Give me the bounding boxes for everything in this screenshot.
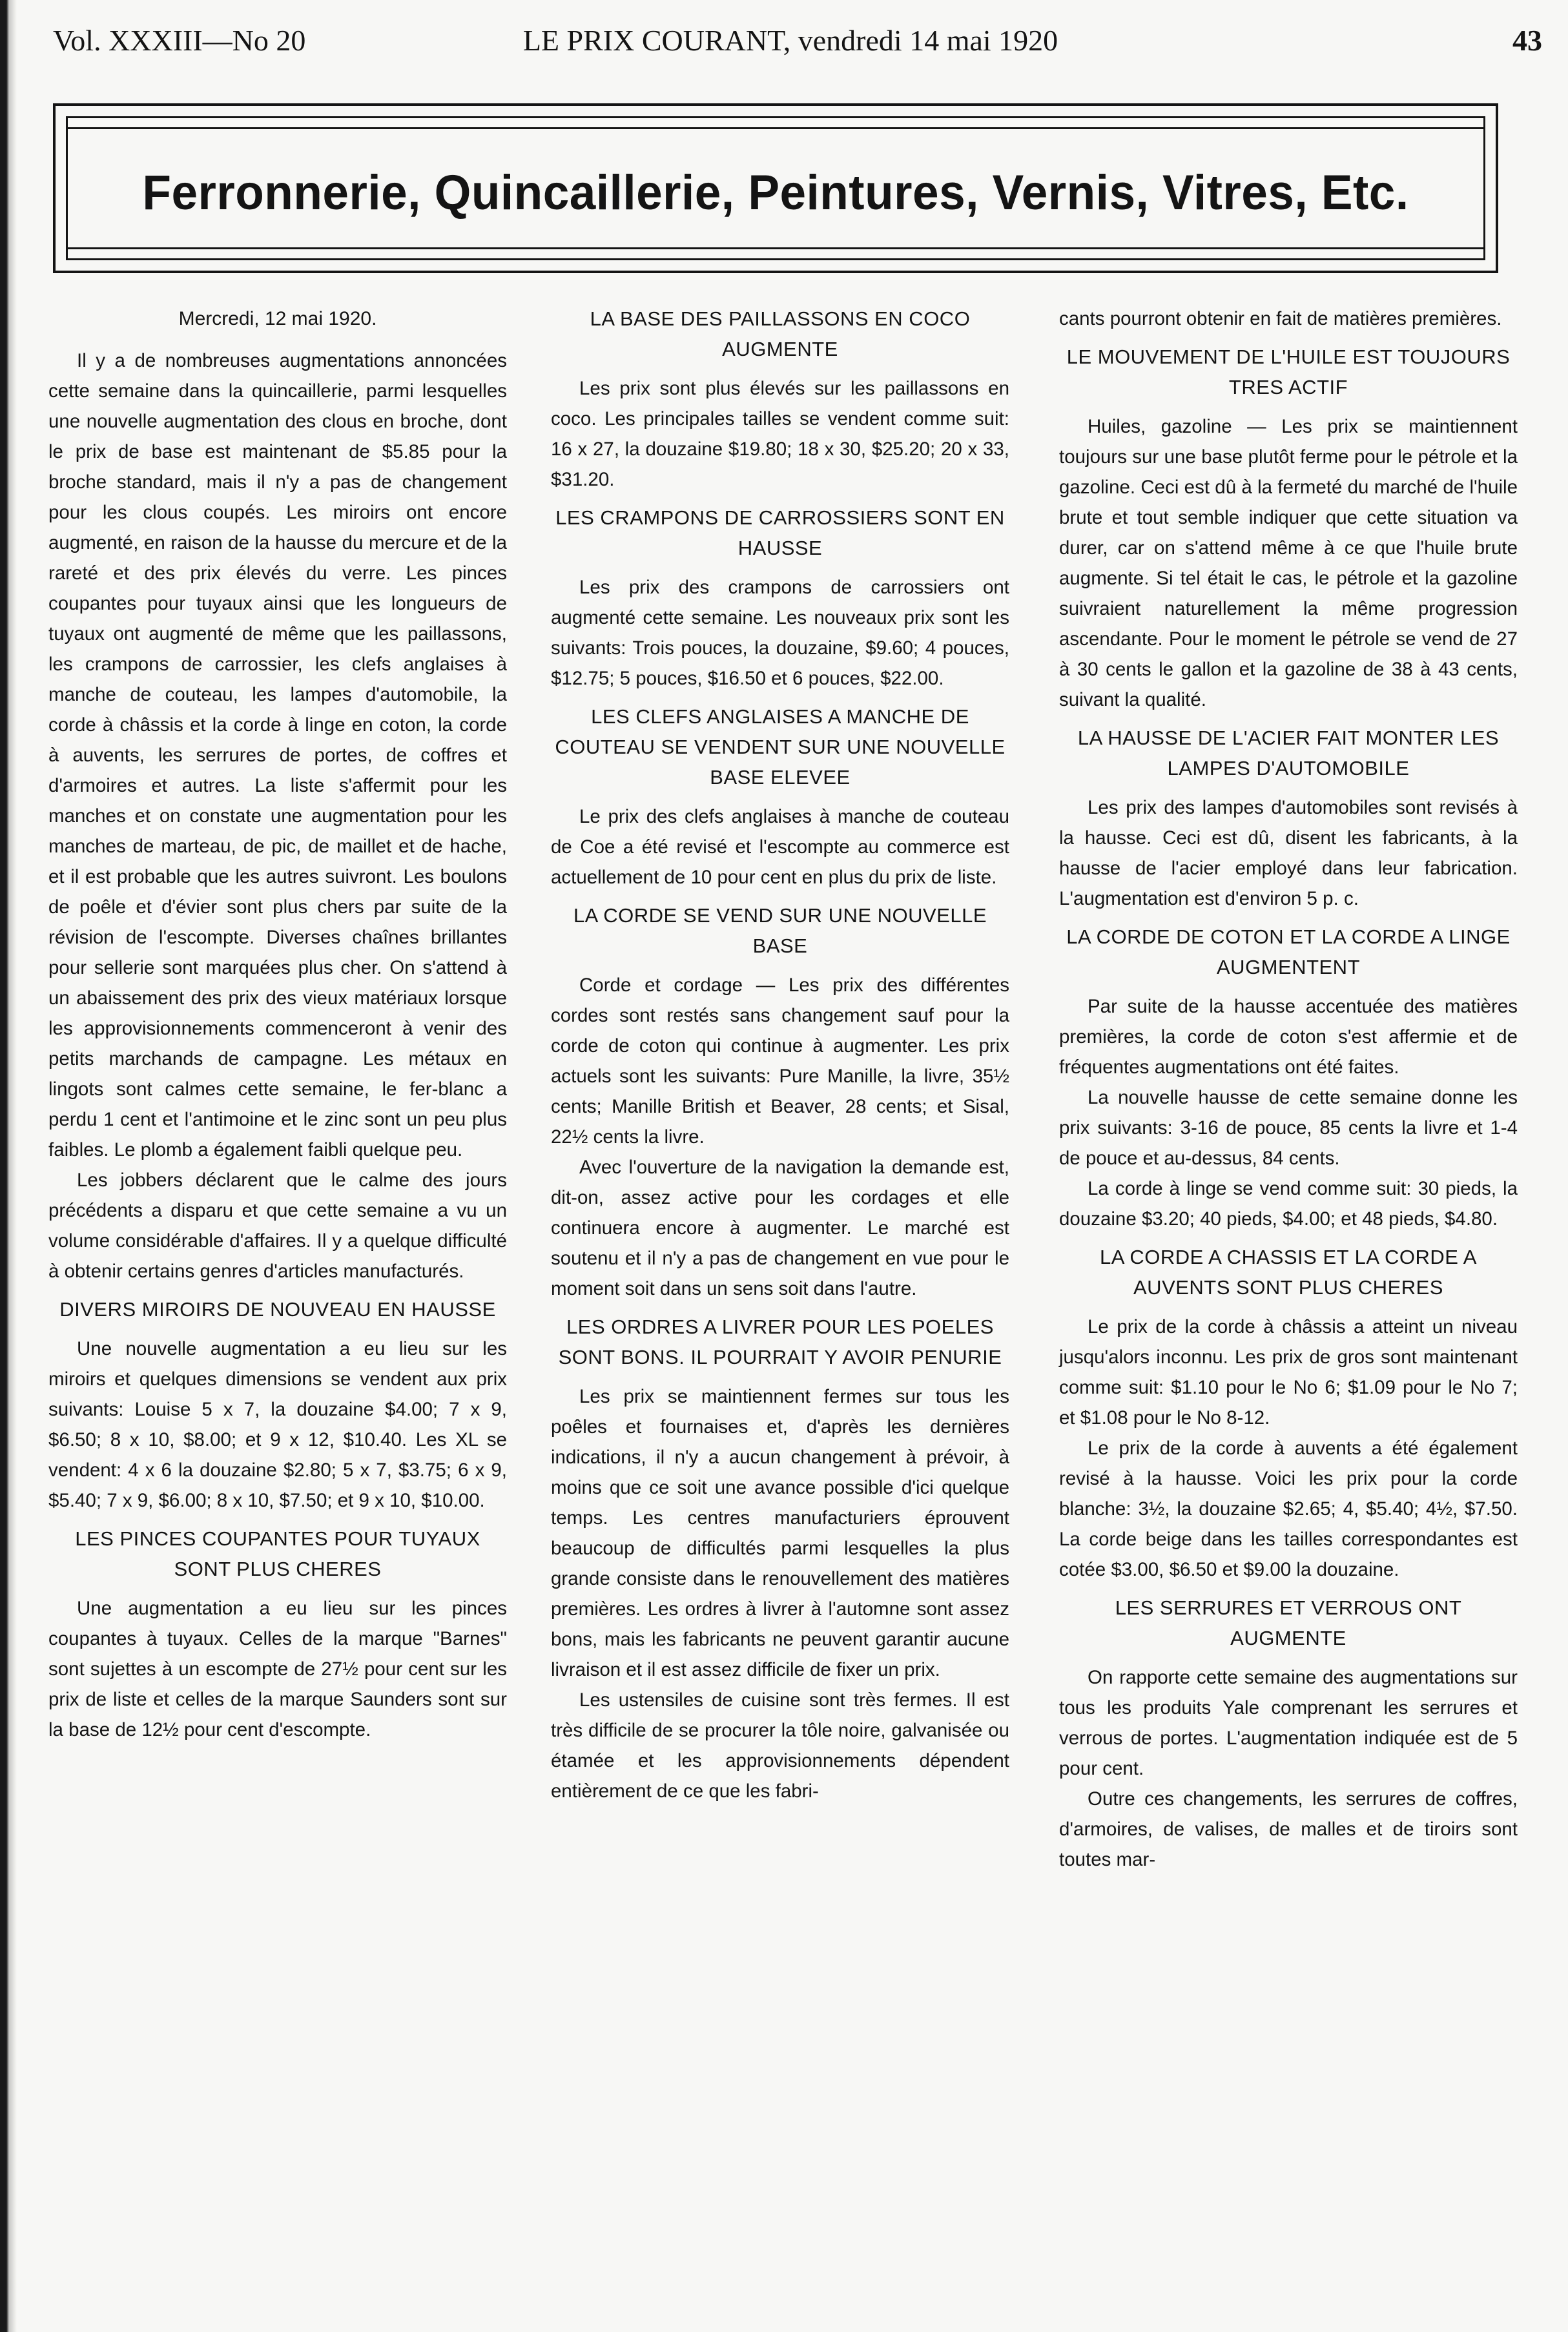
- paragraph: Outre ces changements, les serrures de coffres, d'armoires, de valises, de malles et de tiroirs sont toutes mar-: [1059, 1788, 1518, 1870]
- paragraph: Huiles, gazoline — Les prix se maintiennent toujours sur une base plutôt ferme pour le pétrole et la gazoline. Ceci est dû à la fermeté du marché de l'huile brute et tout semble indiquer que cette situation va durer, car on s'attend même à ce que l'huile brute augmente. Si tel était le cas, le pétrole et la gazoline suivraient naturellement la même progression ascendante. Pour le moment le pétrole se vend de 27 à 30 cents le gallon et la gazoline de 38 à 43 cents, suivant la qualité.: [1059, 416, 1518, 710]
- section-heading: LA CORDE DE COTON ET LA CORDE A LINGE AUGMENTENT: [1066, 925, 1511, 978]
- article-date: Mercredi, 12 mai 1920.: [178, 308, 377, 329]
- publication-title: LE PRIX COURANT, vendredi 14 mai 1920: [522, 24, 1058, 57]
- paragraph: Une augmentation a eu lieu sur les pinces coupantes à tuyaux. Celles de la marque "Barnes" sont sujettes à un escompte de 27½ pour cent sur les prix de liste et celles de la marque Saunders sont sur la base de 12½ pour cent d'escompte.: [48, 1598, 507, 1740]
- section-heading: LES PINCES COUPANTES POUR TUYAUX SONT PLUS CHERES: [75, 1527, 480, 1580]
- banner-rule: [68, 247, 1483, 249]
- paragraph: Les prix sont plus élevés sur les paillassons en coco. Les principales tailles se vendent comme suit: 16 x 27, la douzaine $19.80; 18 x 30, $25.20; 20 x 33, $31.20.: [551, 378, 1009, 490]
- section-heading: LES CRAMPONS DE CARROSSIERS SONT EN HAUSSE: [555, 506, 1005, 559]
- running-header: [39, 23, 1542, 68]
- section-heading: LES ORDRES A LIVRER POUR LES POELES SONT BONS. IL POURRAIT Y AVOIR PENURIE: [558, 1316, 1002, 1368]
- section-banner: [53, 103, 1498, 273]
- paragraph: Le prix de la corde à auvents a été également revisé à la hausse. Voici les prix pour la corde blanche: 3½, la douzaine $2.65; 4, $5.40; 4½, $7.50. La corde beige dans les tailles correspondantes est cotée $3.00, $6.50 et $9.00 la douzaine.: [1059, 1438, 1518, 1580]
- paragraph: Une nouvelle augmentation a eu lieu sur les miroirs et quelques dimensions se vendent aux prix suivants: Louise 5 x 7, la douzaine $4.00; 7 x 9, $6.50; 8 x 10, $8.00; et 9 x 12, $10.40. Les XL se vendent: 4 x 6 la douzaine $2.80; 5 x 7, $3.75; 6 x 9, $5.40; 7 x 9, $6.00; 8 x 10, $7.50; et 9 x 10, $10.00.: [48, 1338, 507, 1511]
- section-title: Ferronnerie, Quincaillerie, Peintures, Vernis, Vitres, Etc.: [142, 165, 1409, 220]
- paragraph: Les prix se maintiennent fermes sur tous les poêles et fournaises et, d'après les dernières indications, il n'y a aucun changement à prévoir, à moins que ce soit une avance possible d'ici quelque temps. Les centres manufacturiers éprouvent beaucoup de difficultés parmi lesquelles la plus grande consiste dans le renouvellement des matières premières. Les ordres à livrer à l'automne sont assez bons, mais les fabricants ne peuvent garantir aucune livraison et il est assez difficile de fixer un prix.: [551, 1386, 1009, 1680]
- section-heading: LA HAUSSE DE L'ACIER FAIT MONTER LES LAMPES D'AUTOMOBILE: [1077, 727, 1500, 779]
- paragraph: Les prix des lampes d'automobiles sont revisés à la hausse. Ceci est dû, disent les fabricants, à la hausse de l'acier employé dans leur fabrication. L'augmentation est d'environ 5 p. c.: [1059, 797, 1518, 909]
- paragraph: On rapporte cette semaine des augmentations sur tous les produits Yale comprenant les serrures et verrous de portes. L'augmentation indiquée est de 5 pour cent.: [1059, 1667, 1518, 1779]
- section-heading: LA CORDE SE VEND SUR UNE NOUVELLE BASE: [573, 904, 987, 957]
- column-2: [551, 304, 1009, 1806]
- section-heading: LE MOUVEMENT DE L'HUILE EST TOUJOURS TRES ACTIF: [1066, 346, 1511, 398]
- paragraph: Les ustensiles de cuisine sont très fermes. Il est très difficile de se procurer la tôle noire, galvanisée ou étamée et les approvisionnements dépendent entièrement de ce que les fabri-: [551, 1689, 1009, 1802]
- section-heading: LA BASE DES PAILLASSONS EN COCO AUGMENTE: [590, 307, 971, 360]
- page-binding-edge: [0, 0, 17, 2332]
- paragraph: Le prix de la corde à châssis a atteint un niveau jusqu'alors inconnu. Les prix de gros sont maintenant comme suit: $1.10 pour le No 6; $1.09 pour le No 7; et $1.08 pour le No 8-12.: [1059, 1316, 1518, 1429]
- paragraph: Corde et cordage — Les prix des différentes cordes sont restés sans changement sauf pour la corde de coton qui continue à augmenter. Les prix actuels sont les suivants: Pure Manille, la livre, 35½ cents; Manille British et Beaver, 28 cents; et Sisal, 22½ cents la livre.: [551, 975, 1009, 1148]
- paragraph-continued: cants pourront obtenir en fait de matières premières.: [1059, 308, 1502, 329]
- paragraph: Les prix des crampons de carrossiers ont augmenté cette semaine. Les nouveaux prix sont les suivants: Trois pouces, la douzaine, $9.60; 4 pouces, $12.75; 5 pouces, $16.50 et 6 pouces, $22.00.: [551, 577, 1009, 689]
- section-heading: LES CLEFS ANGLAISES A MANCHE DE COUTEAU SE VENDENT SUR UNE NOUVELLE BASE ELEVEE: [555, 705, 1006, 789]
- paragraph: Avec l'ouverture de la navigation la demande est, dit-on, assez active pour les cordages et elle continuera encore à augmenter. Le marché est soutenu et il n'y a pas de changement en vue pour le moment soit dans un sens soit dans l'autre.: [551, 1157, 1009, 1299]
- banner-rule: [68, 127, 1483, 129]
- section-heading: DIVERS MIROIRS DE NOUVEAU EN HAUSSE: [59, 1298, 496, 1321]
- paragraph: Le prix des clefs anglaises à manche de couteau de Coe a été revisé et l'escompte au commerce est actuellement de 10 pour cent en plus du prix de liste.: [551, 806, 1009, 888]
- banner-inner-frame: [66, 116, 1485, 260]
- column-3: [1059, 304, 1518, 1875]
- paragraph: La corde à linge se vend comme suit: 30 pieds, la douzaine $3.20; 40 pieds, $4.00; et 48 pieds, $4.80.: [1059, 1178, 1518, 1230]
- section-heading: LA CORDE A CHASSIS ET LA CORDE A AUVENTS SONT PLUS CHERES: [1100, 1246, 1477, 1299]
- volume-number: Vol. XXXIII—No 20: [53, 24, 306, 57]
- paragraph: Il y a de nombreuses augmentations annoncées cette semaine dans la quincaillerie, parmi lesquelles une nouvelle augmentation des clous en broche, dont le prix de base est maintenant de $5.85 pour la broche standard, mais il n'y a pas de changement pour les clous coupés. Les miroirs ont encore augmenté, en raison de la hausse du mercure et de la rareté et des prix élevés du verre. Les pinces coupantes pour tuyaux ainsi que les longueurs de tuyaux ont augmenté de même que les paillassons, les crampons de carrossier, les clefs anglaises à manche de couteau, les lampes d'automobile, la corde à châssis et la corde à linge en coton, la corde à auvents, les serrures de portes, de coffres et d'armoires et autres. La liste s'affermit pour les manches et on constate une augmentation pour les manches de marteau, de pic, de maillet et de hache, et il est probable que les autres suivront. Les boulons de poêle et d'évier sont plus chers par suite de la révision de l'escompte. Diverses chaînes brillantes pour sellerie sont marquées plus cher. On s'attend à un abaissement des prix des vieux matériaux lorsque les approvisionnements commenceront à venir des petits marchands de campagne. Les métaux en lingots sont calmes cette semaine, le fer-blanc a perdu 1 cent et l'antimoine et le zinc sont un peu plus faibles. Le plomb a également faibli quelque peu.: [48, 350, 507, 1161]
- page-number: 43: [1512, 24, 1542, 57]
- section-heading: LES SERRURES ET VERROUS ONT AUGMENTE: [1115, 1596, 1462, 1649]
- paragraph: La nouvelle hausse de cette semaine donne les prix suivants: 3-16 de pouce, 85 cents la livre et 1-4 de pouce et au-dessus, 84 cents.: [1059, 1087, 1518, 1169]
- column-1: [48, 304, 507, 1745]
- paragraph: Par suite de la hausse accentuée des matières premières, la corde de coton s'est affermie et de fréquentes augmentations ont été faites.: [1059, 996, 1518, 1078]
- paragraph: Les jobbers déclarent que le calme des jours précédents a disparu et que cette semaine a vu un volume considérable d'affaires. Il y a quelque difficulté à obtenir certains genres d'articles manufacturés.: [48, 1170, 507, 1282]
